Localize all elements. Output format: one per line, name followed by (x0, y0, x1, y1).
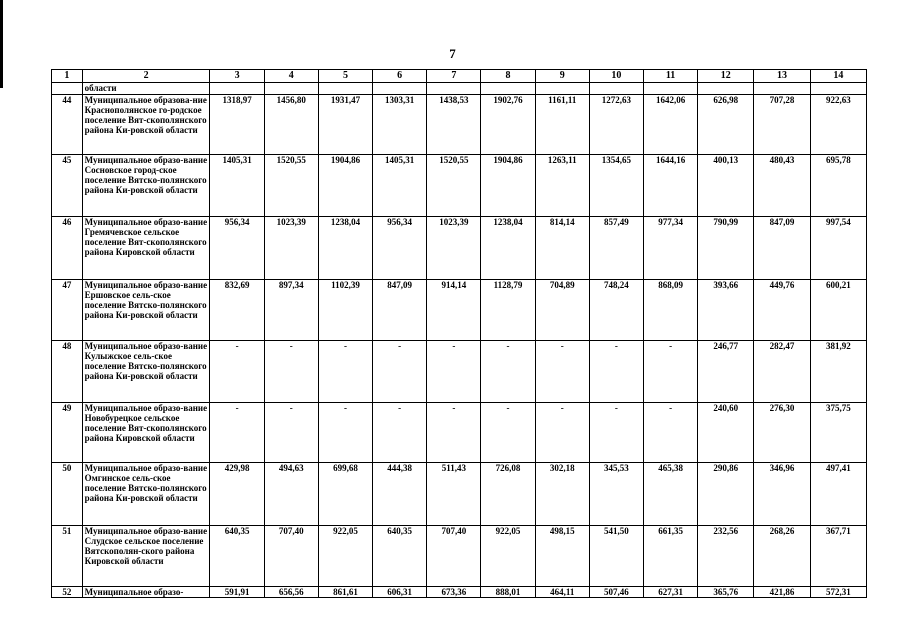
value-cell: 1263,11 (535, 155, 589, 217)
value-cell: 497,41 (810, 463, 866, 526)
value-cell: - (535, 341, 589, 403)
column-header: 2 (82, 70, 210, 83)
value-cell: 1904,86 (318, 155, 372, 217)
value-cell: 704,89 (535, 280, 589, 341)
value-cell: 868,09 (643, 280, 697, 341)
column-header: 1 (52, 70, 83, 83)
value-cell: 790,99 (698, 217, 754, 280)
row-number: 51 (52, 526, 83, 587)
column-header: 12 (698, 70, 754, 83)
value-cell: 847,09 (373, 280, 427, 341)
value-cell: 1161,11 (535, 95, 589, 155)
value-cell: 832,69 (210, 280, 264, 341)
value-cell: - (373, 341, 427, 403)
value-cell: 507,46 (589, 587, 643, 598)
value-cell: 1272,63 (589, 95, 643, 155)
value-cell: - (481, 403, 535, 463)
value-cell: 240,60 (698, 403, 754, 463)
value-cell: - (427, 341, 481, 403)
municipality-name: Муниципальное образо-вание Омгинское сель-ское поселение Вятско-полянского района Ки-ровской области (82, 463, 210, 526)
page-number: 7 (449, 46, 456, 61)
value-cell: 1102,39 (318, 280, 372, 341)
value-cell: 367,71 (810, 526, 866, 587)
row-number: 46 (52, 217, 83, 280)
value-cell: 847,09 (754, 217, 810, 280)
carry-over-row (52, 83, 867, 95)
value-cell: 381,92 (810, 341, 866, 403)
municipality-name: Муниципальное образо-вание Сосновское город-ское поселение Вятско-полянского района Ки-ровской области (82, 155, 210, 217)
value-cell: - (589, 341, 643, 403)
row-number: 45 (52, 155, 83, 217)
value-cell: 1438,53 (427, 95, 481, 155)
value-cell: - (427, 403, 481, 463)
table-row (52, 217, 867, 280)
table-row (52, 403, 867, 463)
value-cell: 1520,55 (427, 155, 481, 217)
value-cell: 444,38 (373, 463, 427, 526)
value-cell: 268,26 (754, 526, 810, 587)
value-cell: - (318, 341, 372, 403)
value-cell: 656,56 (264, 587, 318, 598)
column-header: 9 (535, 70, 589, 83)
value-cell: 707,40 (427, 526, 481, 587)
value-cell: 640,35 (210, 526, 264, 587)
value-cell: 1238,04 (481, 217, 535, 280)
value-cell: 1904,86 (481, 155, 535, 217)
table-row (52, 341, 867, 403)
value-cell: 232,56 (698, 526, 754, 587)
left-margin-line (0, 0, 3, 88)
value-cell: 977,34 (643, 217, 697, 280)
value-cell: 997,54 (810, 217, 866, 280)
value-cell: - (264, 403, 318, 463)
header-row (52, 70, 867, 83)
value-cell: 290,86 (698, 463, 754, 526)
row-number: 50 (52, 463, 83, 526)
value-cell: 346,96 (754, 463, 810, 526)
value-cell: 922,05 (481, 526, 535, 587)
table-row (52, 95, 867, 155)
value-cell: 1238,04 (318, 217, 372, 280)
row-number: 49 (52, 403, 83, 463)
carry-over-text: области (82, 83, 210, 95)
value-cell: 857,49 (589, 217, 643, 280)
value-cell: 591,91 (210, 587, 264, 598)
value-cell: - (643, 403, 697, 463)
value-cell: 1354,65 (589, 155, 643, 217)
value-cell: 429,98 (210, 463, 264, 526)
column-header: 11 (643, 70, 697, 83)
table-row (52, 155, 867, 217)
value-cell: 861,61 (318, 587, 372, 598)
column-header: 5 (318, 70, 372, 83)
value-cell: 498,15 (535, 526, 589, 587)
value-cell: - (481, 341, 535, 403)
table-cell (52, 83, 83, 95)
value-cell: 480,43 (754, 155, 810, 217)
value-cell: 1520,55 (264, 155, 318, 217)
value-cell: 1318,97 (210, 95, 264, 155)
municipality-name: Муниципальное образо- (82, 587, 210, 598)
column-header: 14 (810, 70, 866, 83)
value-cell: - (535, 403, 589, 463)
value-cell: 707,40 (264, 526, 318, 587)
column-header: 6 (373, 70, 427, 83)
municipality-name: Муниципальное образо-вание Ершовское сель-ское поселение Вятско-полянского района Ки-ровской области (82, 280, 210, 341)
value-cell: 1405,31 (210, 155, 264, 217)
table-row (52, 463, 867, 526)
value-cell: - (210, 341, 264, 403)
value-cell: 1303,31 (373, 95, 427, 155)
value-cell: 365,76 (698, 587, 754, 598)
value-cell: 393,66 (698, 280, 754, 341)
table-body (52, 83, 867, 598)
municipality-name: Муниципальное образо-вание Кулыжское сель-ское поселение Вятско-полянского района Ки-ровской области (82, 341, 210, 403)
value-cell: 1644,16 (643, 155, 697, 217)
municipality-name: Муниципальное образо-вание Новобурецкое сельское поселение Вят-скополянского района Кировской области (82, 403, 210, 463)
value-cell: 1902,76 (481, 95, 535, 155)
value-cell: 1023,39 (264, 217, 318, 280)
column-header: 4 (264, 70, 318, 83)
value-cell: 276,30 (754, 403, 810, 463)
column-header: 3 (210, 70, 264, 83)
value-cell: 640,35 (373, 526, 427, 587)
value-cell: 465,38 (643, 463, 697, 526)
value-cell: 1023,39 (427, 217, 481, 280)
value-cell: 606,31 (373, 587, 427, 598)
column-header: 13 (754, 70, 810, 83)
municipality-name: Муниципальное образо-вание Гремячевское сельское поселение Вят-скополянского района Кировской области (82, 217, 210, 280)
value-cell: 400,13 (698, 155, 754, 217)
value-cell: 888,01 (481, 587, 535, 598)
value-cell: 464,11 (535, 587, 589, 598)
value-cell: 345,53 (589, 463, 643, 526)
value-cell: 661,35 (643, 526, 697, 587)
value-cell: 695,78 (810, 155, 866, 217)
value-cell: - (210, 403, 264, 463)
value-cell: 897,34 (264, 280, 318, 341)
column-header: 10 (589, 70, 643, 83)
value-cell: 421,86 (754, 587, 810, 598)
value-cell: 511,43 (427, 463, 481, 526)
row-number: 44 (52, 95, 83, 155)
value-cell: 673,36 (427, 587, 481, 598)
table-row (52, 526, 867, 587)
value-cell: 814,14 (535, 217, 589, 280)
data-table (51, 69, 867, 598)
value-cell: 282,47 (754, 341, 810, 403)
value-cell: 1931,47 (318, 95, 372, 155)
row-number: 52 (52, 587, 83, 598)
value-cell: 956,34 (210, 217, 264, 280)
value-cell: 699,68 (318, 463, 372, 526)
value-cell: 726,08 (481, 463, 535, 526)
value-cell: 956,34 (373, 217, 427, 280)
table-row (52, 587, 867, 598)
row-number: 48 (52, 341, 83, 403)
municipality-name: Муниципальное образова-ние Краснополянское го-родское поселение Вят-скополянского района Ки-ровской области (82, 95, 210, 155)
column-header: 7 (427, 70, 481, 83)
value-cell: 1642,06 (643, 95, 697, 155)
value-cell: - (318, 403, 372, 463)
value-cell: - (373, 403, 427, 463)
value-cell: - (643, 341, 697, 403)
value-cell: 600,21 (810, 280, 866, 341)
value-cell: 302,18 (535, 463, 589, 526)
value-cell: 627,31 (643, 587, 697, 598)
value-cell: 1405,31 (373, 155, 427, 217)
value-cell: 914,14 (427, 280, 481, 341)
value-cell: 922,63 (810, 95, 866, 155)
value-cell: 572,31 (810, 587, 866, 598)
value-cell: 626,98 (698, 95, 754, 155)
value-cell: 375,75 (810, 403, 866, 463)
value-cell: 541,50 (589, 526, 643, 587)
value-cell: - (589, 403, 643, 463)
value-cell: 922,05 (318, 526, 372, 587)
value-cell: 449,76 (754, 280, 810, 341)
value-cell: 246,77 (698, 341, 754, 403)
value-cell: 1128,79 (481, 280, 535, 341)
municipality-name: Муниципальное образо-вание Слудское сельское поселение Вятскополян-ского района Кировской области (82, 526, 210, 587)
value-cell: 707,28 (754, 95, 810, 155)
value-cell: 1456,80 (264, 95, 318, 155)
value-cell: - (264, 341, 318, 403)
column-header: 8 (481, 70, 535, 83)
value-cell: 748,24 (589, 280, 643, 341)
table-row (52, 280, 867, 341)
row-number: 47 (52, 280, 83, 341)
value-cell: 494,63 (264, 463, 318, 526)
